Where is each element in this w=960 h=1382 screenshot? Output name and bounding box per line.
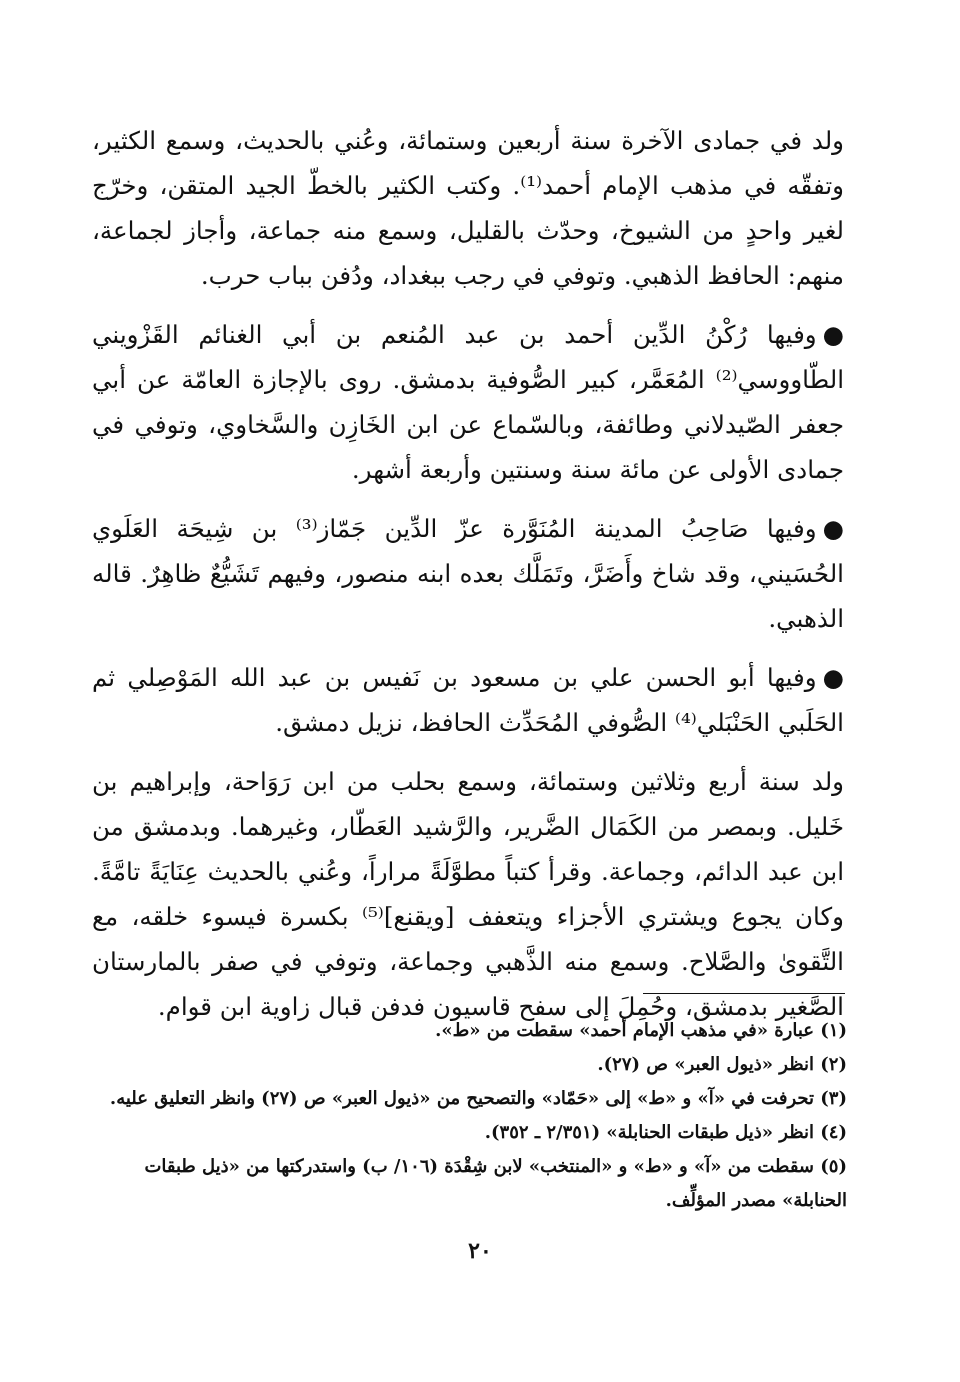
footnote-1: (١) عبارة «في مذهب الإمام أحمد» سقطت من «ط».: [435, 1020, 847, 1041]
footnote-5: (٥) سقطت من «آ» و «ط» و «المنتخب» لابن شِقْدَة (١٠٦/ ب) واستدركتها من «ذيل طبقات الحنابلة» مصدر المؤلِّف.: [144, 1156, 847, 1211]
footnote-separator: [643, 993, 845, 994]
paragraph-text: ولد سنة أربع وثلاثين وستمائة، وسمع بحلب من ابن رَوَاحة، وإبراهيم بن خَليل. وبمصر من الكَمَال الضَّرير، والرَّشيد العَطّار، وغيرهما. وبدمشق من ابن عبد الدائم، وجماعة. وقرأ كتباً مطوَّلَةً مراراً، وعُني بالحديث عِنَايَةً تامَّةً. وكان يجوع ويشتري الأجزاء ويتعفف [ويقنع]⁽⁵⁾ بكسرة فيسوء خلقه، مع التَّقوىٰ والصَّلاح. وسمع منه الذَّهبي وجماعة، وتوفي في صفر بالمارستان الصَّغير بدمشق، وحُمِلَ إلى سفح قاسيون فدفن قبال زاوية ابن قوام.: [92, 767, 844, 1021]
paragraph-1: [92, 118, 844, 298]
bullet-icon: ●: [822, 514, 844, 543]
paragraph-text: ولد في جمادى الآخرة سنة أربعين وستمائة، وعُني بالحديث، وسمع الكثير، وتفقّه في مذهب الإمام أحمد⁽¹⁾. وكتب الكثير بالخطّ الجيد المتقن، وخرّج لغير واحدٍ من الشيوخ، وحدّث بالقليل، وسمع منه جماعة، وأجاز لجماعة، منهم: الحافظ الذهبي. وتوفي في رجب ببغداد، ودُفن بباب حرب.: [92, 126, 844, 290]
footnote-2: (٢) انظر «ذيول العبر» ص (٢٧).: [597, 1054, 847, 1075]
paragraph-4: [92, 655, 844, 745]
main-text: [92, 118, 844, 1029]
footnote-4: (٤) انظر «ذيل طبقات الحنابلة» (٢/٣٥١ ـ ٣٥٢).: [484, 1122, 847, 1143]
bullet-icon: ●: [822, 663, 844, 692]
paragraph-2: [92, 312, 844, 492]
paragraph-text: وفيها صَاحِبُ المدينة المُنَوَّرة عزّ الدِّين جَمّاز⁽³⁾ بن شِيحَة العَلَوي الحُسَيني، وقد شاخ وأَضَرَّ، وتَمَلَّك بعده ابنه منصور، وفيهم تَشَيُّعٌ ظاهِرٌ. قاله الذهبي.: [92, 514, 844, 633]
paragraph-5: [92, 759, 844, 1029]
paragraph-3: [92, 506, 844, 641]
footnotes-list: [92, 1014, 847, 1218]
bullet-icon: ●: [822, 320, 844, 349]
footnote-3: (٣) تحرفت في «آ» و «ط» إلى «حَمّاد» والتصحيح من «ذيول العبر» ص (٢٧) وانظر التعليق عليه.: [109, 1088, 847, 1109]
page-number: ٢٠: [468, 1238, 492, 1264]
paragraph-text: وفيها أبو الحسن علي بن مسعود بن نَفيس بن عبد الله المَوْصِلي ثم الحَلَبي الحَنْبَلي⁽⁴⁾ الصُّوفي المُحَدِّث الحافظ، نزيل دمشق.: [92, 663, 844, 737]
paragraph-text: وفيها رُكْنُ الدِّين أحمد بن عبد المُنعم بن أبي الغنائم القَزْويني الطّاووسي⁽²⁾ المُعَمَّر، كبير الصُّوفية بدمشق. روى بالإجازة العامّة عن أبي جعفر الصّيدلاني وطائفة، وبالسّماع عن ابن الخَازِن والسَّخاوي، وتوفي في جمادى الأولى عن مائة سنة وسنتين وأربعة أشهر.: [92, 320, 844, 484]
